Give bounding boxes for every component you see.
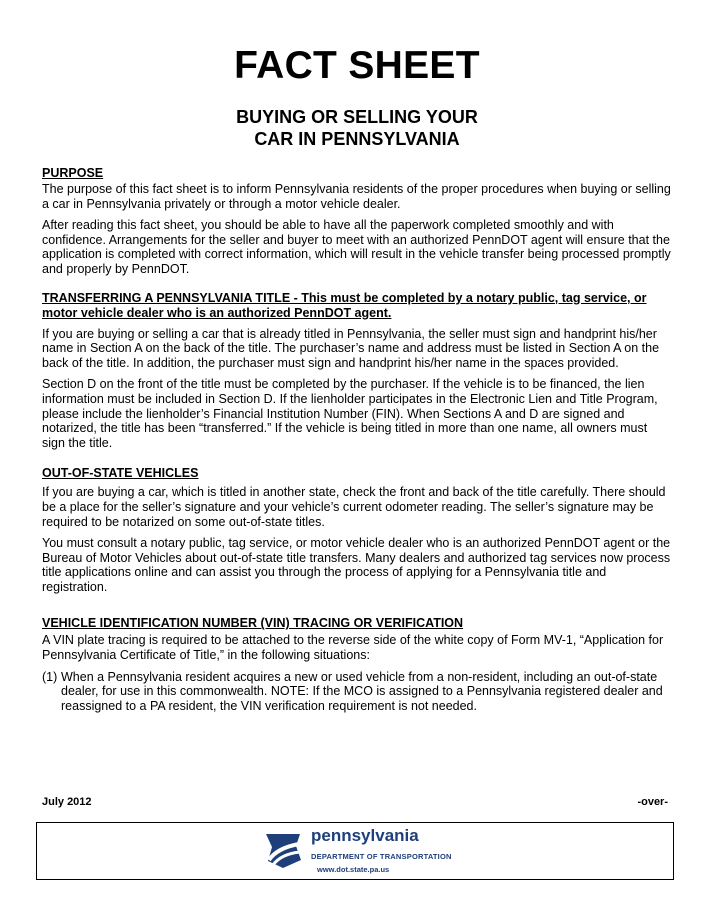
footer-logo-box	[36, 822, 674, 880]
footer-over: -over-	[637, 796, 668, 808]
subtitle-line-2: CAR IN PENNSYLVANIA	[254, 129, 460, 149]
section-transfer-title	[42, 291, 672, 451]
footer-department: DEPARTMENT OF TRANSPORTATION	[311, 852, 452, 861]
list-item	[42, 670, 672, 714]
out-of-state-paragraph-2: You must consult a notary public, tag service, or motor vehicle dealer who is an authorized PennDOT agent or the Bureau of Motor Vehicles about out-of-state title transfers. Many dealers and authorized tag services now process title applications online and can assist you through the process of applying for a Pennsylvania title and registration.	[42, 536, 671, 594]
transfer-paragraph-1: If you are buying or selling a car that is already titled in Pennsylvania, the seller must sign and handprint his/her name in Section A on the back of the title. The purchaser’s name and address must be listed in Section A on the back of the title. In addition, the purchaser must sign and handprint his/her name in the spaces provided.	[42, 326, 660, 370]
section-heading-vin: VEHICLE IDENTIFICATION NUMBER (VIN) TRACING OR VERIFICATION	[42, 616, 464, 631]
list-item-text: When a Pennsylvania resident acquires a new or used vehicle from a non-resident, including an out-of-state dealer, for use in this commonwealth. NOTE: If the MCO is assigned to a Pennsylvania registered dealer and reassigned to a PA resident, the VIN verification requirement is not needed.	[61, 669, 663, 713]
section-out-of-state	[42, 466, 672, 594]
page-title: FACT SHEET	[234, 44, 480, 87]
purpose-paragraph-2: After reading this fact sheet, you should be able to have all the paperwork completed smoothly and with confidence. Arrangements for the seller and buyer to meet with an authorized PennDOT agent will ensure that the application is completed with correct information, which will result in the vehicle transfer being processed promptly and properly by PennDOT.	[42, 218, 671, 276]
section-heading-transfer: TRANSFERRING A PENNSYLVANIA TITLE - This must be completed by a notary public, tag service, or motor vehicle dealer who is an authorized PennDOT agent.	[42, 290, 647, 320]
list-item-number: (1)	[42, 669, 58, 684]
footer-url: www.dot.state.pa.us	[317, 865, 390, 874]
footer-brand: pennsylvania	[311, 826, 419, 845]
document-body	[42, 166, 672, 727]
section-heading-purpose: PURPOSE	[42, 166, 104, 180]
section-heading-out-of-state: OUT-OF-STATE VEHICLES	[42, 466, 199, 481]
section-vin	[42, 616, 672, 713]
subtitle-line-1: BUYING OR SELLING YOUR	[236, 107, 478, 127]
footer-row	[42, 796, 668, 808]
keystone-logo-icon	[263, 830, 303, 870]
footer-date: July 2012	[42, 796, 92, 808]
section-purpose	[42, 166, 672, 277]
out-of-state-paragraph-1: If you are buying a car, which is titled in another state, check the front and back of the title carefully. There should be a place for the seller’s signature and your vehicle’s current odometer reading. The seller’s signature may be required to be notarized on some out-of-state titles.	[42, 485, 666, 529]
page-subtitle	[0, 106, 714, 150]
transfer-paragraph-2: Section D on the front of the title must be completed by the purchaser. If the vehicle is to be financed, the lien information must be included in Section D. If the lienholder participates in the Electronic Lien and Title Program, please include the lienholder’s Financial Institution Number (FIN). When Sections A and D are signed and notarized, the title has been “transferred.” If the vehicle is being titled in more than one name, all owners must sign the title.	[42, 377, 658, 450]
vin-paragraph-1: A VIN plate tracing is required to be attached to the reverse side of the white copy of Form MV-1, “Application for Pennsylvania Certificate of Title,” in the following situations:	[42, 633, 664, 663]
purpose-paragraph-1: The purpose of this fact sheet is to inform Pennsylvania residents of the proper procedures when buying or selling a car in Pennsylvania privately or through a motor vehicle dealer.	[42, 182, 671, 211]
